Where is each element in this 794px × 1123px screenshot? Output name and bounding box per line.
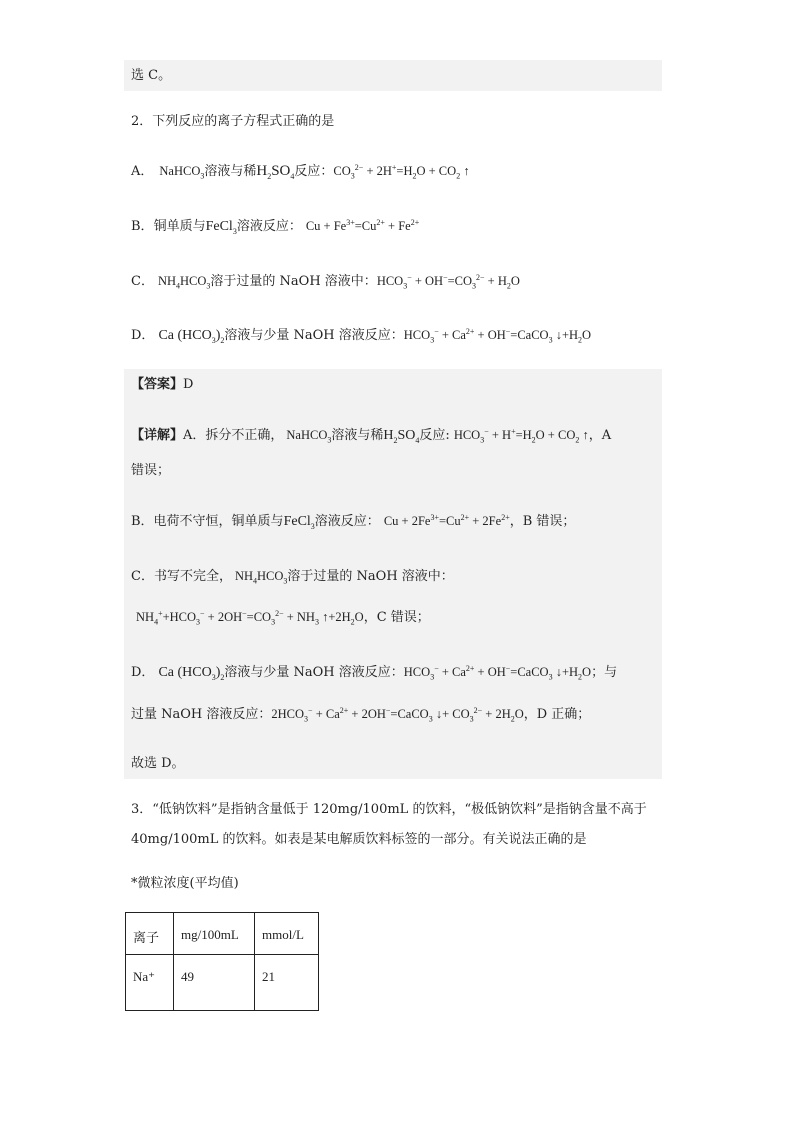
analysis-c-line1: C．书写不完全， $NH_4HCO_3$溶于过量的 NaOH 溶液中： — [131, 569, 454, 586]
q2-stem: 2．下列反应的离子方程式正确的是 — [131, 114, 335, 129]
analysis-c-equation: $NH_4^++HCO_3^- + 2OH^-=CO_3^{2-} + NH_3$ $↑+2H_2O$，C 错误； — [136, 608, 430, 627]
q3-stem-line2: 40mg/100mL 的饮料。如表是某电解质饮料标签的一部分。有关说法正确的是 — [131, 832, 587, 847]
q3-stem-line1: 3．“低钠饮料”是指钠含量低于 120mg/100mL 的饮料，“极低钠饮料”是指钠含量不高于 — [131, 802, 647, 817]
q3-table-caption: *微粒浓度(平均值) — [131, 876, 239, 891]
table-header-cell: mg/100mL — [174, 913, 255, 955]
analysis-conclusion: 故选 D。 — [131, 756, 185, 771]
table-cell: 21 — [255, 955, 319, 1011]
analysis-b: B．电荷不守恒，铜单质与FeCl$_3$溶液反应： $Cu + 2Fe^{3+}=Cu^{2+} + 2Fe^{2+}$，B 错误； — [131, 512, 576, 531]
analysis-d-line2: 过量 NaOH 溶液反应：$2HCO_3^- + Ca^{2+}$ + 2OH−=CaCO$_3$ ↓+ $CO_3^{2-} + 2H_2O$，D 正确； — [131, 705, 591, 724]
table-row — [126, 955, 319, 1011]
shade-prev-answer — [124, 60, 662, 91]
table-header-row — [126, 913, 319, 955]
table-cell: Na⁺ — [126, 955, 174, 1011]
analysis-a-line1: 【详解】A．拆分不正确， NaHCO$_3$溶液与稀$H_2SO_4$反应: $HCO_3^- + H^+=H_2O + CO_2$ ↑，A — [131, 426, 612, 445]
q2-option-d: D． Ca $(HCO_3)_2$溶液与少量 NaOH 溶液反应：$HCO_3^- + Ca^{2+}$ + OH−=CaCO$_3$ $↓+H_2O$ — [131, 326, 592, 345]
table-cell: 49 — [174, 955, 255, 1011]
prev-answer-end: 选 C。 — [131, 68, 172, 83]
q2-option-a: A． NaHCO$_3$溶液与稀$H_2SO_4$反应：$CO_3^{2-} + 2H^+=H_2O + CO_2$ ↑ — [131, 162, 470, 181]
q2-option-c: C． $NH_4HCO_3$溶于过量的 NaOH 溶液中：$HCO_3^- + OH^-=CO_3^{2-} + H_2O$ — [131, 272, 520, 291]
q2-option-b: B．铜单质与FeCl$_3$溶液反应： $Cu + Fe^{3+}=Cu^{2+} + Fe^{2+}$ — [131, 217, 420, 236]
analysis-a-line2: 错误； — [131, 463, 171, 478]
ion-table — [125, 912, 319, 1011]
analysis-d-line1: D． Ca $(HCO_3)_2$溶液与少量 NaOH 溶液反应：$HCO_3^- + Ca^{2+}$ + OH−=CaCO$_3$ $↓+H_2O$；与 — [131, 663, 618, 682]
table-header-cell: 离子 — [126, 913, 174, 955]
q2-answer: 【答案】D — [131, 377, 194, 392]
table-header-cell: mmol/L — [255, 913, 319, 955]
